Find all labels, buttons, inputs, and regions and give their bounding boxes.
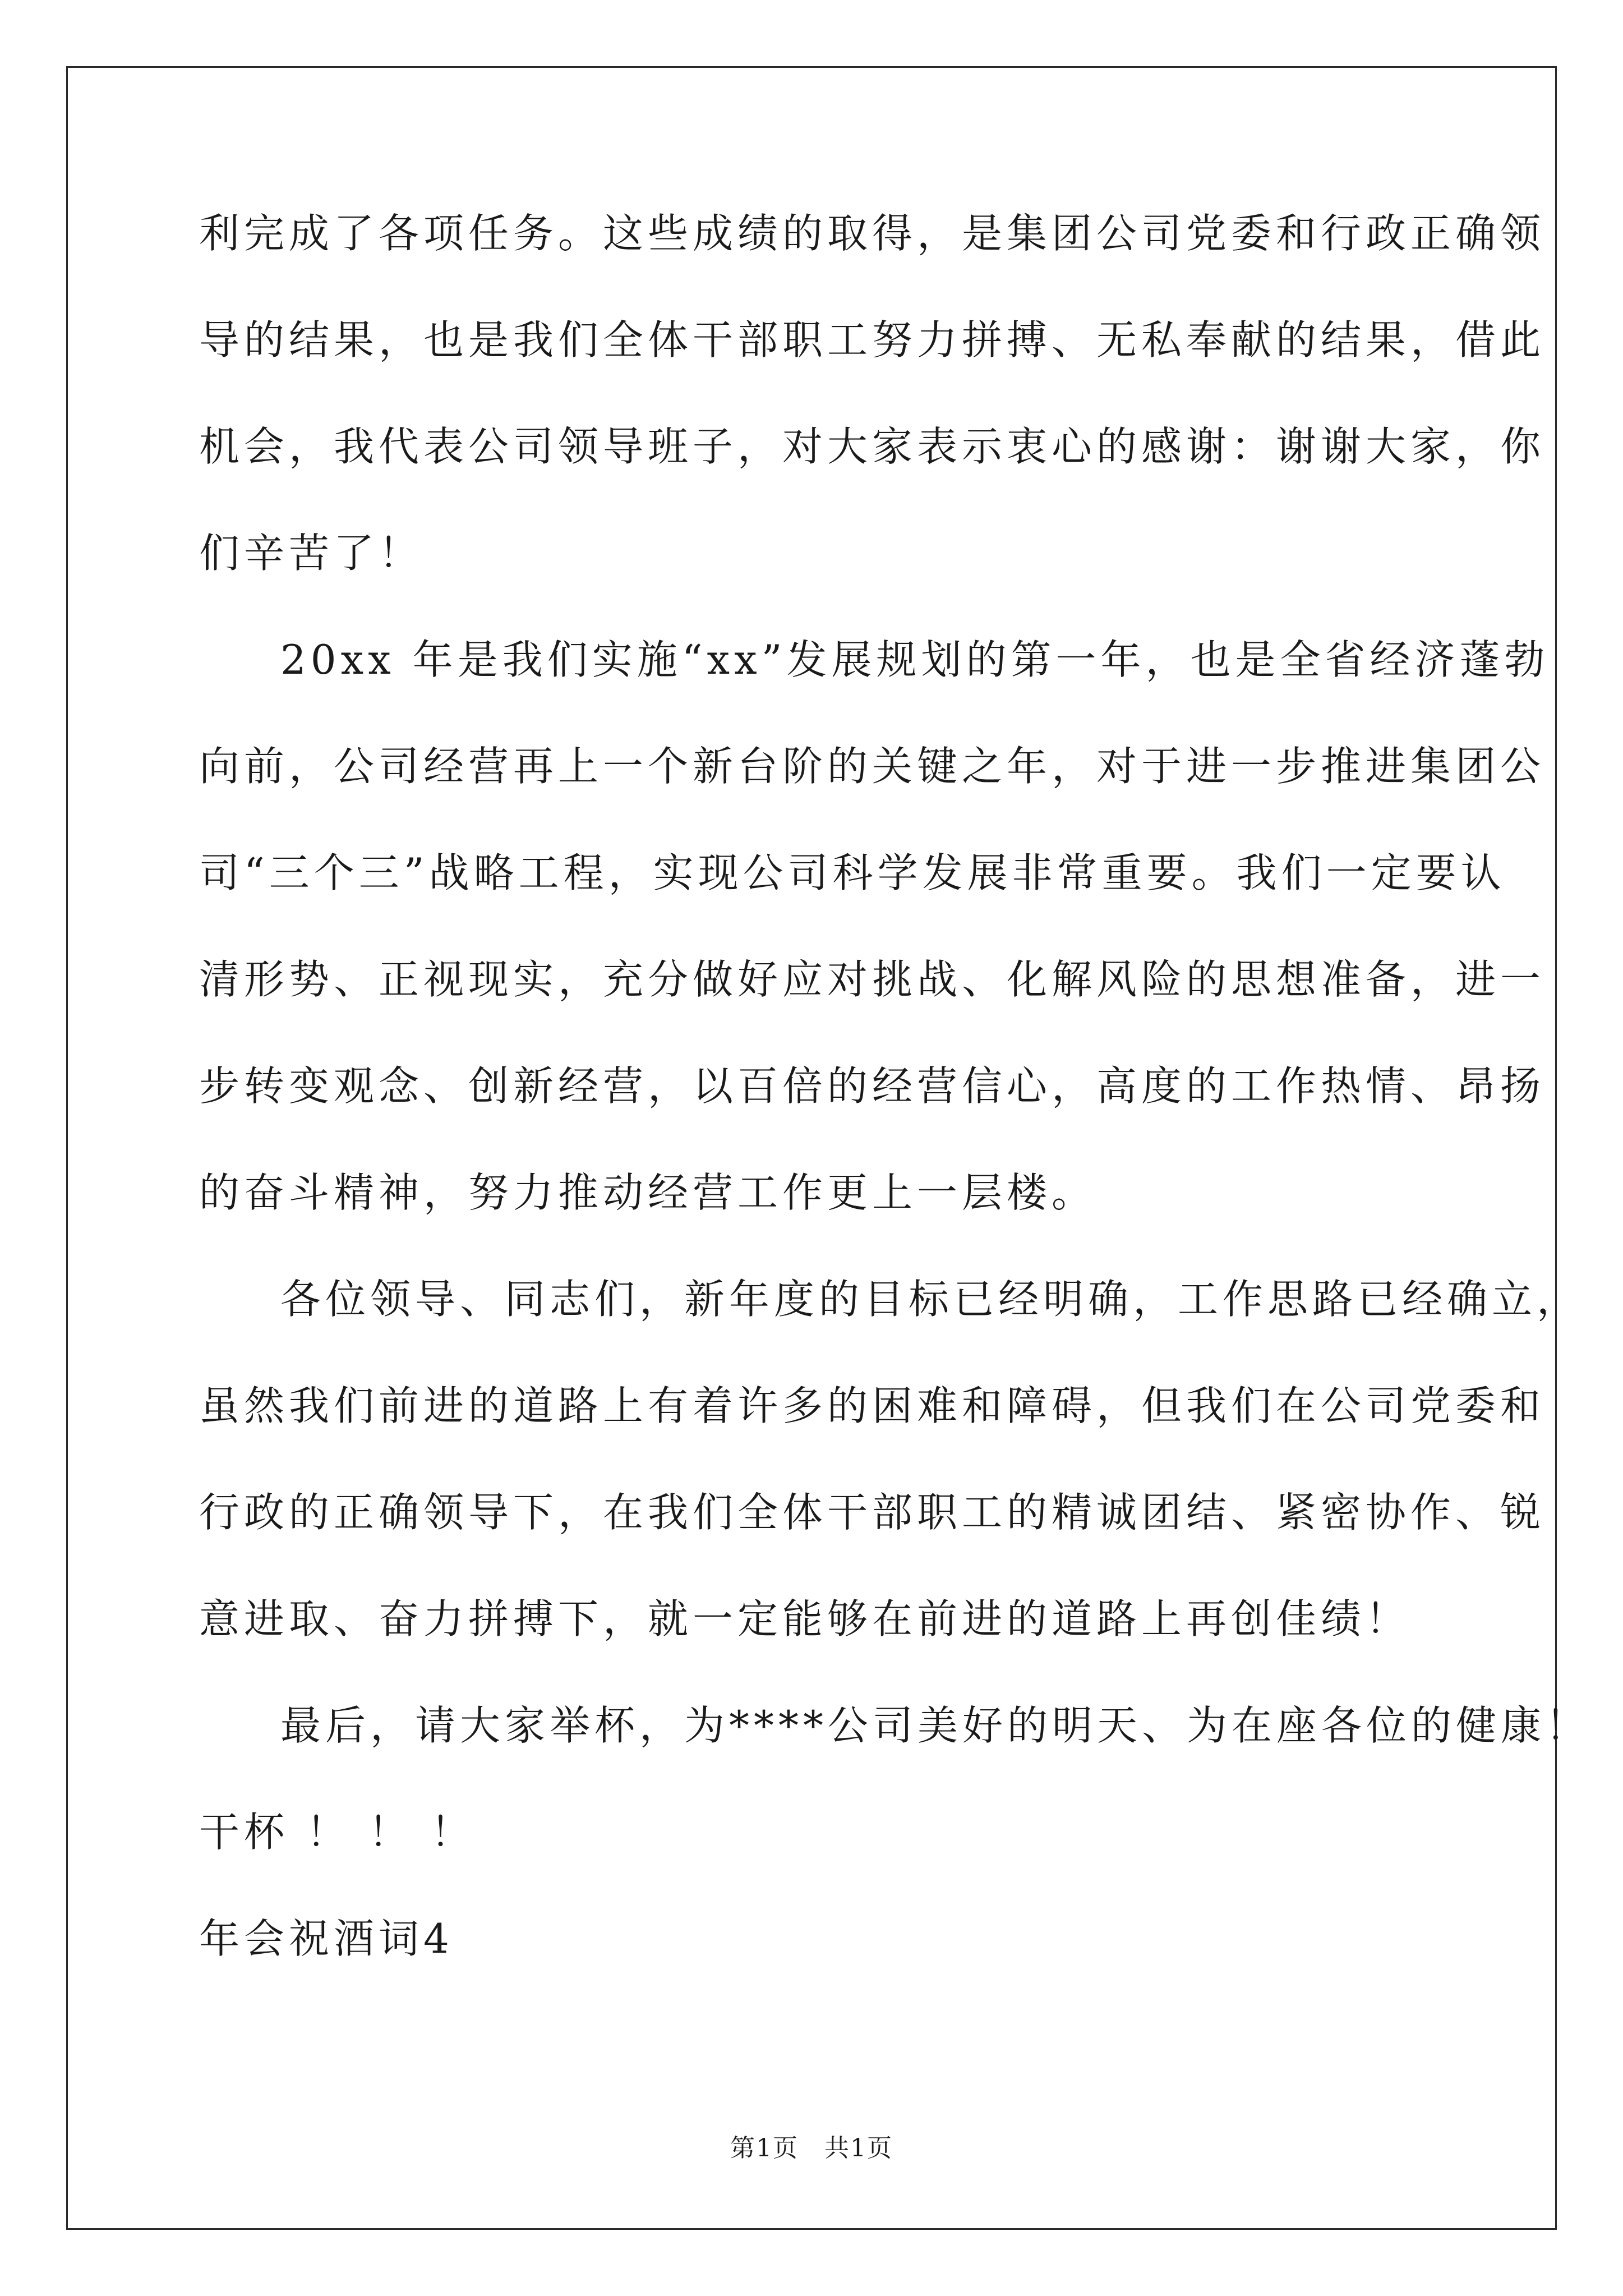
text-line: 清形势、正视现实，充分做好应对挑战、化解风险的思想准备，进一 xyxy=(199,956,1546,1003)
section-heading: 年会祝酒词4 xyxy=(199,1915,454,1962)
text-line: 步转变观念、创新经营，以百倍的经营信心，高度的工作热情、昂扬 xyxy=(199,1062,1546,1110)
text-line: 导的结果，也是我们全体干部职工努力拼搏、无私奉献的结果，借此 xyxy=(199,316,1546,364)
text-line: 最后，请大家举杯，为****公司美好的明天、为在座各位的健康！ xyxy=(280,1702,1591,1749)
text-line: 利完成了各项任务。这些成绩的取得，是集团公司党委和行政正确领 xyxy=(199,210,1546,257)
text-line: 司“三个三”战略工程，实现公司科学发展非常重要。我们一定要认 xyxy=(199,849,1506,896)
text-line: 机会，我代表公司领导班子，对大家表示衷心的感谢：谢谢大家，你 xyxy=(199,423,1546,470)
text-line: 的奋斗精神，努力推动经营工作更上一层楼。 xyxy=(199,1169,1097,1216)
text-line: 20xx 年是我们实施“xx”发展规划的第一年，也是全省经济蓬勃 xyxy=(280,636,1550,683)
text-line: 们辛苦了！ xyxy=(199,530,424,577)
text-line: 向前，公司经营再上一个新台阶的关键之年，对于进一步推进集团公 xyxy=(199,743,1546,790)
document-body xyxy=(199,210,1591,1962)
text-line: 虽然我们前进的道路上有着许多的困难和障碍，但我们在公司党委和 xyxy=(199,1382,1546,1429)
text-line: 各位领导、同志们，新年度的目标已经明确，工作思路已经确立， xyxy=(280,1276,1582,1323)
text-line: 干杯 ！ ！ ！ xyxy=(199,1809,476,1856)
text-line: 行政的正确领导下，在我们全体干部职工的精诚团结、紧密协作、锐 xyxy=(199,1489,1546,1536)
page-footer: 第1页 共1页 xyxy=(730,2134,893,2162)
text-line: 意进取、奋力拼搏下，就一定能够在前进的道路上再创佳绩！ xyxy=(199,1595,1411,1642)
